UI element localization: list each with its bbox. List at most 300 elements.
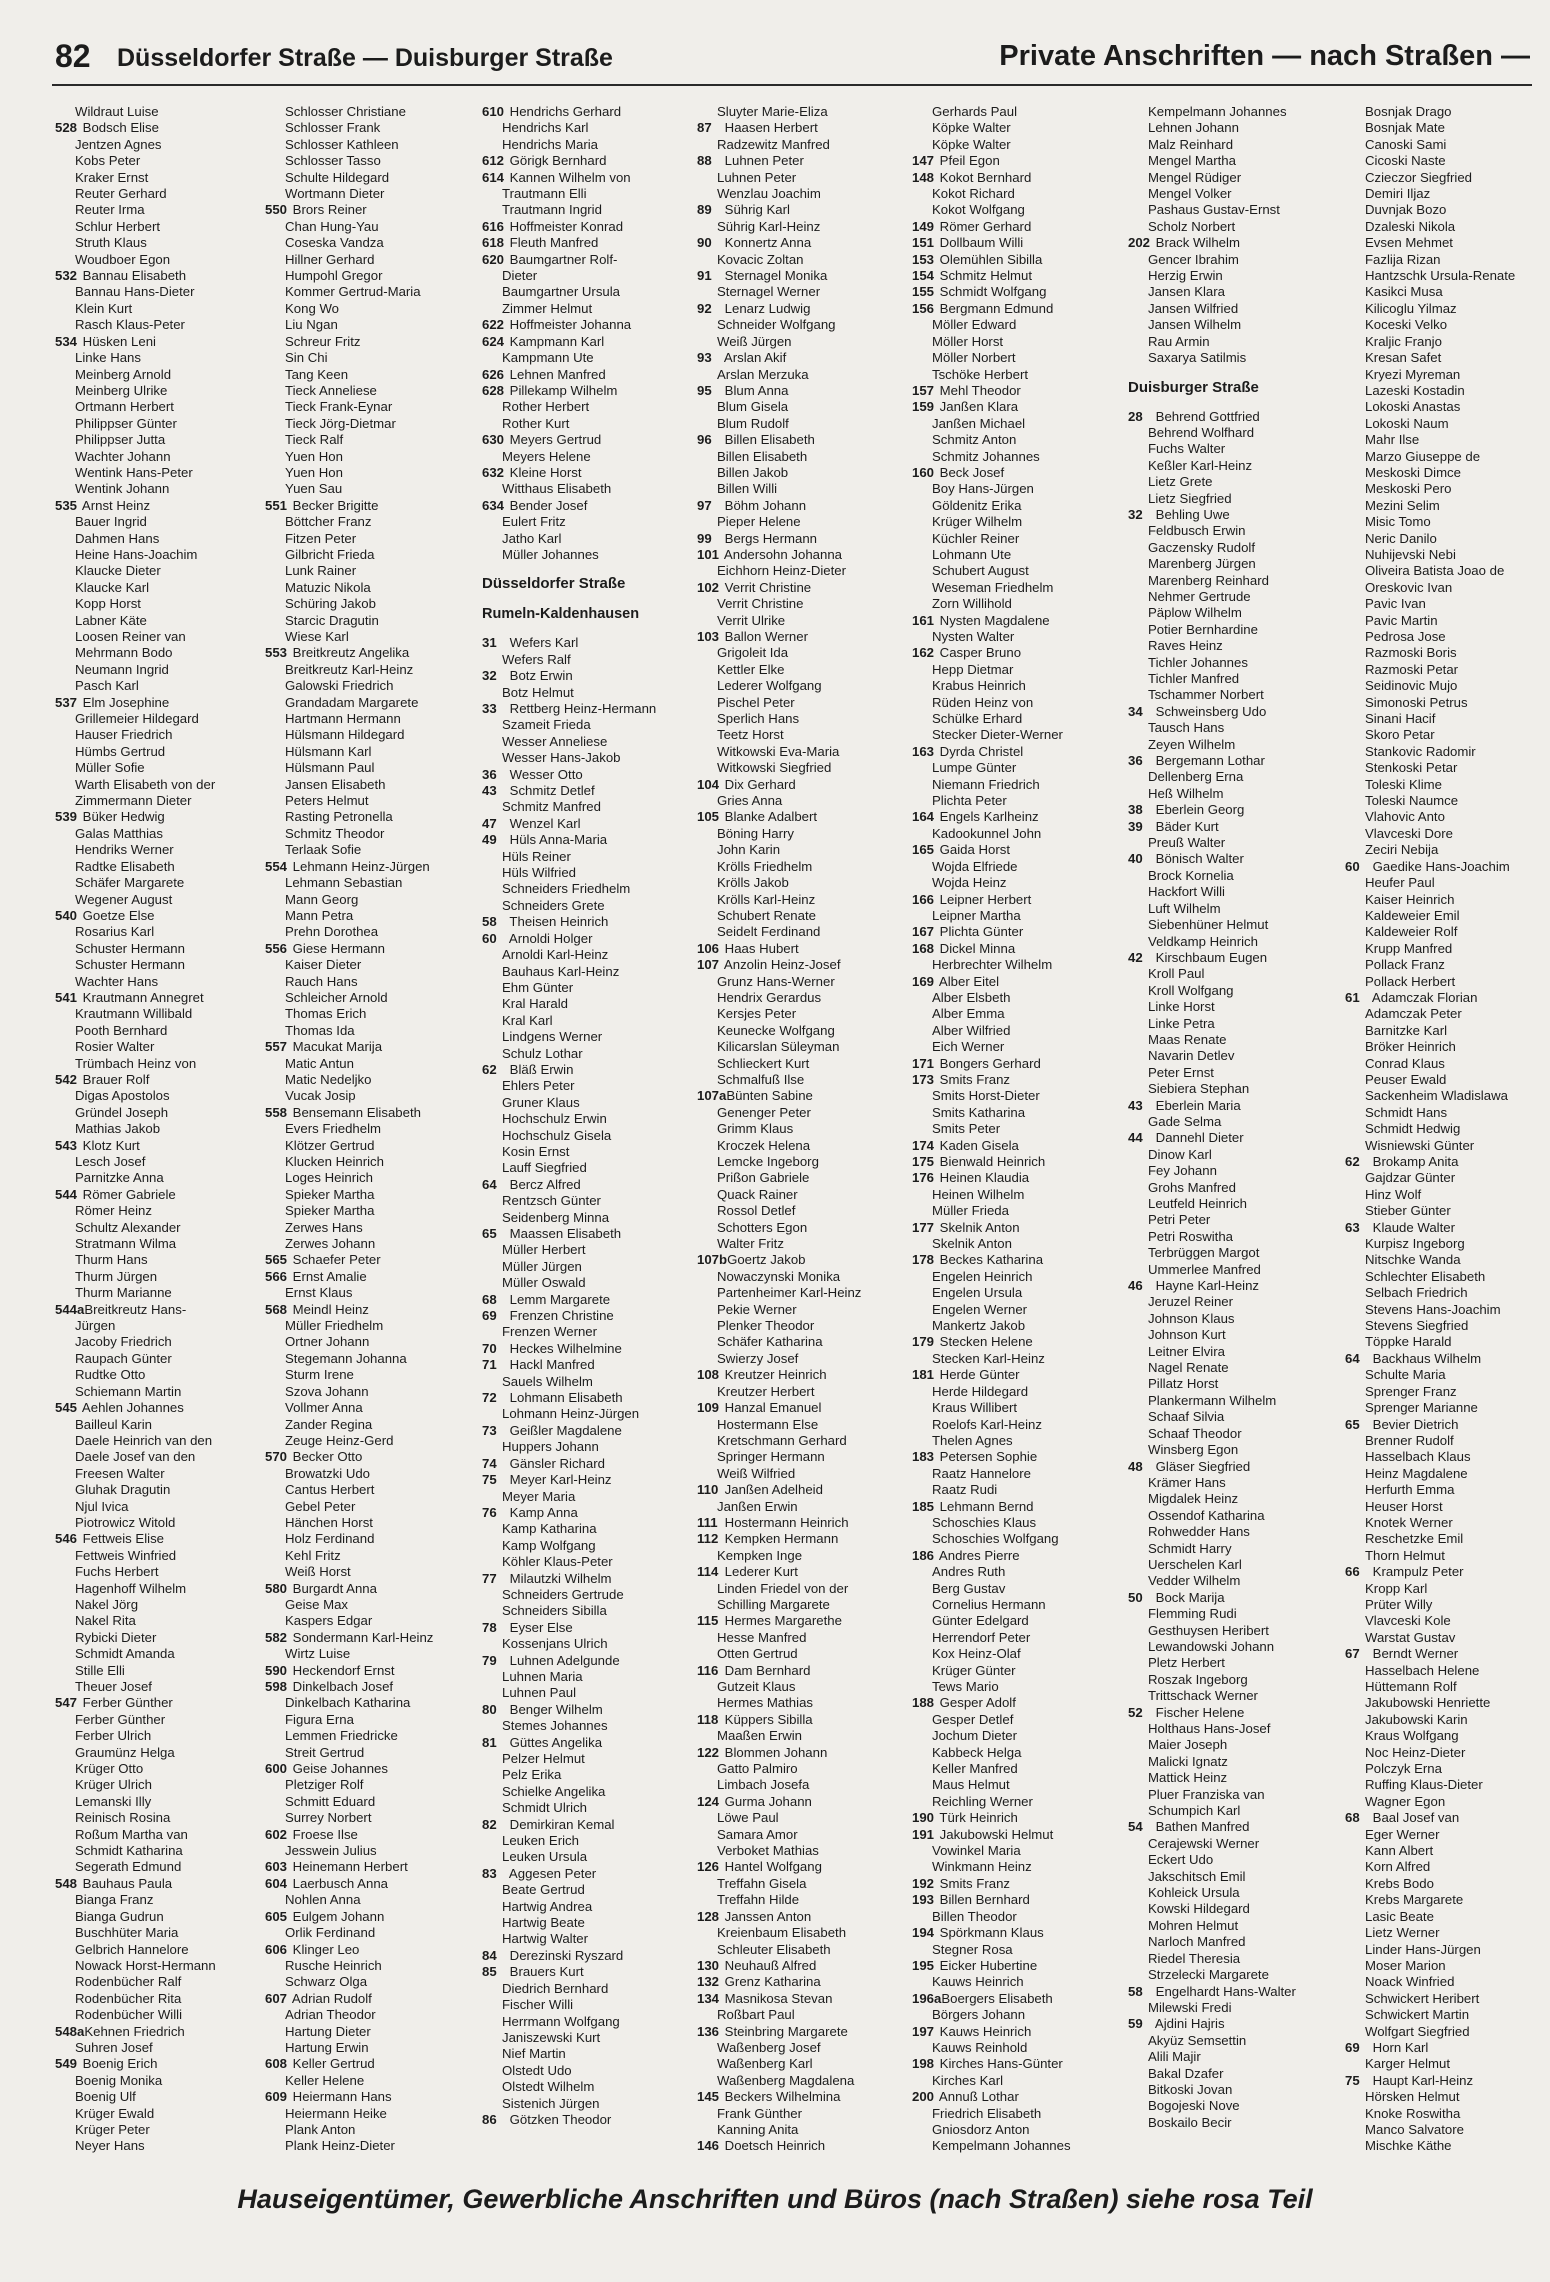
directory-entry: [265, 1499, 480, 1515]
resident-name: Eich Werner: [932, 1039, 1005, 1055]
resident-name: Witkowski Siegfried: [717, 760, 832, 776]
resident-name: Fettweis Elise: [79, 1531, 165, 1547]
directory-entry: [697, 2073, 912, 2089]
directory-entry: [55, 580, 270, 596]
resident-name: Schmitz Detlef: [506, 783, 595, 799]
resident-name: Pfeil Egon: [936, 153, 1000, 169]
directory-entry: [265, 1810, 480, 1826]
directory-entry: [912, 957, 1127, 973]
resident-name: Pekie Werner: [717, 1301, 797, 1317]
directory-entry: [55, 2138, 270, 2154]
resident-name: Thelen Agnes: [932, 1432, 1013, 1448]
resident-name: Pavic Martin: [1365, 612, 1438, 628]
resident-name: Pooth Bernhard: [75, 1022, 168, 1038]
directory-entry: [912, 2122, 1127, 2138]
resident-name: Hochschulz Erwin: [502, 1111, 607, 1127]
resident-name: Mischke Käthe: [1365, 2138, 1452, 2154]
resident-name: Baal Josef van: [1369, 1810, 1460, 1826]
directory-entry: [1345, 219, 1550, 235]
house-number: 106: [697, 940, 720, 956]
directory-entry: [265, 1203, 480, 1219]
resident-name: Engelhardt Hans-Walter: [1152, 1983, 1296, 1999]
directory-entry: [1345, 2138, 1550, 2154]
resident-name: Botz Helmut: [502, 684, 574, 700]
directory-entry: [482, 383, 697, 399]
resident-name: Schlosser Kathleen: [285, 136, 399, 152]
directory-entry: [265, 1827, 480, 1843]
house-number: 532: [55, 268, 78, 284]
column-7: [1345, 104, 1550, 2155]
directory-entry: [1128, 1393, 1343, 1409]
directory-entry: [482, 1571, 697, 1587]
house-number: 80: [482, 1701, 497, 1717]
directory-entry: [697, 1761, 912, 1777]
directory-entry: [482, 1538, 697, 1554]
directory-entry: [1345, 1203, 1550, 1219]
directory-entry: [1128, 1196, 1343, 1212]
resident-name: Marzo Giuseppe de: [1365, 448, 1481, 464]
directory-entry: [265, 924, 480, 940]
directory-entry: [1128, 1573, 1343, 1589]
directory-entry: [265, 1859, 480, 1875]
resident-name: Malicki Ignatz: [1148, 1753, 1228, 1769]
resident-name: Linder Hans-Jürgen: [1365, 1941, 1481, 1957]
directory-entry: [265, 1958, 480, 1974]
house-number: 548a: [55, 2023, 85, 2039]
directory-entry: [697, 367, 912, 383]
resident-name: Mengel Rüdiger: [1148, 169, 1242, 185]
directory-entry: [912, 1023, 1127, 1039]
resident-name: Skoro Petar: [1365, 727, 1435, 743]
directory-entry: [265, 842, 480, 858]
resident-name: Schmidt Hedwig: [1365, 1121, 1461, 1137]
resident-name: Kohleick Ursula: [1148, 1885, 1240, 1901]
directory-entry: [265, 1991, 480, 2007]
directory-entry: [1345, 1351, 1550, 1367]
house-number: 107: [697, 957, 720, 973]
directory-entry: [265, 760, 480, 776]
directory-entry: [482, 1275, 697, 1291]
directory-entry: [55, 2024, 270, 2040]
directory-entry: [697, 1745, 912, 1761]
house-number: 553: [265, 645, 288, 661]
house-number: 28: [1128, 408, 1143, 424]
resident-name: Bönisch Walter: [1152, 851, 1244, 867]
directory-entry: [1128, 1491, 1343, 1507]
resident-name: Seidenberg Minna: [502, 1209, 610, 1225]
directory-entry: [265, 744, 480, 760]
resident-name: Verrit Ulrike: [717, 612, 786, 628]
resident-name: Andersohn Johanna: [721, 546, 842, 562]
directory-entry: [55, 859, 270, 875]
resident-name: Anzolin Heinz-Josef: [721, 957, 841, 973]
resident-name: Navarin Detlev: [1148, 1048, 1235, 1064]
directory-entry: [482, 1013, 697, 1029]
house-number: 582: [265, 1629, 288, 1645]
resident-name: Chan Hung-Yau: [285, 218, 379, 234]
directory-entry: [697, 1827, 912, 1843]
directory-entry: [482, 170, 697, 186]
directory-entry: [55, 760, 270, 776]
resident-name: Alber Eitel: [936, 973, 1000, 989]
directory-entry: [1128, 350, 1343, 366]
house-number: 108: [697, 1367, 720, 1383]
section-title: Private Anschriften — nach Straßen —: [999, 40, 1530, 72]
directory-entry: [912, 924, 1127, 940]
directory-entry: [482, 1078, 697, 1094]
resident-name: Klaucke Karl: [75, 579, 150, 595]
directory-entry: [55, 1499, 270, 1515]
resident-name: Möller Norbert: [932, 350, 1016, 366]
resident-name: Wildraut Luise: [75, 104, 159, 119]
directory-entry: [1345, 449, 1550, 465]
resident-name: Aggesen Peter: [506, 1865, 597, 1881]
directory-entry: [55, 1433, 270, 1449]
directory-entry: [1128, 1803, 1343, 1819]
directory-entry: [1345, 1039, 1550, 1055]
directory-entry: [55, 1958, 270, 1974]
directory-entry: [1128, 622, 1343, 638]
directory-entry: [482, 799, 697, 815]
directory-entry: [912, 1613, 1127, 1629]
directory-entry: [697, 481, 912, 497]
house-number: 528: [55, 120, 78, 136]
house-number: 554: [265, 858, 288, 874]
directory-entry: [1345, 563, 1550, 579]
directory-entry: [1345, 1892, 1550, 1908]
directory-entry: [697, 1367, 912, 1383]
directory-entry: [265, 104, 480, 120]
resident-name: Seidelt Ferdinand: [717, 924, 821, 940]
directory-entry: [1128, 1836, 1343, 1852]
house-number: 181: [912, 1367, 935, 1383]
directory-entry: [697, 809, 912, 825]
directory-entry: [482, 1472, 697, 1488]
directory-entry: [912, 235, 1127, 251]
directory-entry: [697, 1892, 912, 1908]
resident-name: Lietz Werner: [1365, 1925, 1440, 1941]
directory-entry: [1345, 645, 1550, 661]
resident-name: Lazeski Kostadin: [1365, 382, 1465, 398]
house-number: 79: [482, 1652, 497, 1668]
directory-entry: [697, 2138, 912, 2154]
resident-name: Hendriks Werner: [75, 842, 174, 858]
directory-entry: [1345, 1105, 1550, 1121]
resident-name: Manco Salvatore: [1365, 2121, 1464, 2137]
resident-name: Moser Marion: [1365, 1957, 1446, 1973]
house-number: 107b: [697, 1252, 728, 1268]
directory-entry: [482, 284, 697, 300]
resident-name: Knoke Roswitha: [1365, 2105, 1461, 2121]
resident-name: Hartwig Walter: [502, 1931, 588, 1947]
resident-name: Rodenbücher Ralf: [75, 1974, 182, 1990]
house-number: 173: [912, 1071, 935, 1087]
directory-entry: [1345, 1154, 1550, 1170]
directory-entry: [912, 596, 1127, 612]
resident-name: Weiß Horst: [285, 1564, 351, 1580]
resident-name: Steinbring Margarete: [721, 2023, 848, 2039]
resident-name: Kauws Heinrich: [936, 2023, 1032, 2039]
resident-name: Dannehl Dieter: [1152, 1130, 1244, 1146]
house-number: 118: [697, 1711, 719, 1727]
resident-name: Kreutzer Herbert: [717, 1383, 815, 1399]
resident-name: Pletz Herbert: [1148, 1655, 1225, 1671]
directory-entry: [482, 2063, 697, 2079]
directory-entry: [1128, 1426, 1343, 1442]
resident-name: Becker Brigitte: [289, 497, 379, 513]
directory-entry: [697, 957, 912, 973]
resident-name: Lemmen Friedricke: [285, 1728, 398, 1744]
resident-name: Wojda Elfriede: [932, 858, 1018, 874]
resident-name: Migdalek Heinz: [1148, 1491, 1239, 1507]
directory-entry: [482, 317, 697, 333]
resident-name: Goertz Jakob: [727, 1252, 806, 1268]
directory-entry: [697, 350, 912, 366]
directory-entry: [912, 645, 1127, 661]
resident-name: Geise Johannes: [289, 1761, 388, 1777]
directory-entry: [1345, 1942, 1550, 1958]
directory-entry: [482, 1817, 697, 1833]
house-number: 68: [1345, 1810, 1360, 1826]
resident-name: Kraus Willibert: [932, 1400, 1018, 1416]
resident-name: Evsen Mehmet: [1365, 235, 1453, 251]
resident-name: Janiszewski Kurt: [502, 2029, 601, 2045]
house-number: 534: [55, 333, 78, 349]
directory-entry: [482, 514, 697, 530]
directory-entry: [55, 1827, 270, 1843]
resident-name: Arnoldi Holger: [506, 930, 593, 946]
directory-entry: [265, 1581, 480, 1597]
directory-entry: [697, 990, 912, 1006]
directory-entry: [1128, 1541, 1343, 1557]
directory-entry: [697, 301, 912, 317]
resident-name: Schoschies Wolfgang: [932, 1531, 1059, 1547]
directory-entry: [265, 317, 480, 333]
directory-entry: [697, 1056, 912, 1072]
resident-name: Ferber Günther: [75, 1711, 166, 1727]
resident-name: Trittschack Werner: [1148, 1688, 1258, 1704]
directory-entry: [55, 137, 270, 153]
resident-name: Loges Heinrich: [285, 1170, 373, 1186]
resident-name: Wenzel Karl: [506, 815, 581, 831]
house-number: 606: [265, 1941, 288, 1957]
resident-name: Wolfgart Siegfried: [1365, 2023, 1470, 2039]
resident-name: Boenig Erich: [79, 2056, 158, 2072]
directory-entry: [1128, 917, 1343, 933]
resident-name: Toleski Naumce: [1365, 793, 1459, 809]
directory-entry: [265, 399, 480, 415]
resident-name: Herrmann Wolfgang: [502, 2013, 620, 2029]
resident-name: Kleine Horst: [506, 464, 582, 480]
directory-entry: [1128, 235, 1343, 251]
directory-entry: [912, 2106, 1127, 2122]
directory-entry: [55, 1384, 270, 1400]
directory-entry: [482, 1735, 697, 1751]
resident-name: Smits Franz: [936, 1875, 1011, 1891]
house-number: 191: [912, 1826, 935, 1842]
resident-name: Dinkelbach Katharina: [285, 1695, 411, 1711]
directory-entry: [697, 1023, 912, 1039]
directory-entry: [912, 1515, 1127, 1531]
resident-name: John Karin: [717, 842, 781, 858]
directory-entry: [1128, 687, 1343, 703]
directory-entry: [1345, 2056, 1550, 2072]
directory-entry: [55, 1417, 270, 1433]
directory-entry: [1128, 2082, 1343, 2098]
resident-name: Kokot Richard: [932, 186, 1015, 202]
directory-entry: [1345, 1433, 1550, 1449]
directory-entry: [55, 1269, 270, 1285]
directory-entry: [697, 1597, 912, 1613]
resident-name: Peters Helmut: [285, 793, 369, 809]
house-number: 605: [265, 1908, 288, 1924]
directory-entry: [1128, 120, 1343, 136]
resident-name: Winkmann Heinz: [932, 1859, 1032, 1875]
directory-entry: [55, 531, 270, 547]
resident-name: Bercz Alfred: [506, 1176, 581, 1192]
directory-entry: [1128, 1065, 1343, 1081]
house-number: 175: [912, 1154, 935, 1169]
resident-name: Kommer Gertrud-Maria: [285, 284, 421, 300]
directory-entry: [482, 1177, 697, 1193]
resident-name: Behrend Gottfried: [1152, 408, 1260, 424]
house-number: 616: [482, 218, 505, 234]
resident-name: Kempken Hermann: [721, 1531, 839, 1547]
directory-entry: [1345, 793, 1550, 809]
directory-entry: [482, 334, 697, 350]
directory-entry: [1345, 678, 1550, 694]
resident-name: Gaczensky Rudolf: [1148, 539, 1256, 555]
directory-entry: [1128, 1655, 1343, 1671]
resident-name: Güttes Angelika: [506, 1734, 603, 1750]
house-number: 167: [912, 924, 935, 940]
resident-name: Thomas Erich: [285, 1006, 367, 1022]
directory-entry: [912, 284, 1127, 300]
house-number: 551: [265, 497, 288, 513]
house-number: 124: [697, 1793, 720, 1809]
resident-name: Gelbrich Hannelore: [75, 1941, 189, 1957]
house-number: 151: [912, 235, 935, 251]
resident-name: Pillekamp Wilhelm: [506, 382, 618, 398]
resident-name: Saxarya Satilmis: [1148, 350, 1247, 366]
resident-name: Türk Heinrich: [936, 1810, 1018, 1826]
resident-name: Prehn Dorothea: [285, 924, 379, 940]
resident-name: Linke Horst: [1148, 999, 1215, 1015]
resident-name: Stevens Hans-Joachim: [1365, 1301, 1501, 1317]
directory-entry: [1128, 202, 1343, 218]
directory-entry: [912, 514, 1127, 530]
directory-entry: [912, 1745, 1127, 1761]
resident-name: Fettweis Winfried: [75, 1547, 177, 1563]
directory-entry: [55, 1252, 270, 1268]
directory-entry: [55, 613, 270, 629]
resident-name: Hayne Karl-Heinz: [1152, 1278, 1260, 1294]
house-number: 166: [912, 891, 935, 907]
resident-name: Krämer Hans: [1148, 1474, 1226, 1490]
directory-entry: [697, 1958, 912, 1974]
resident-name: Reuter Gerhard: [75, 186, 167, 202]
directory-entry: [1128, 1951, 1343, 1967]
resident-name: Schiemann Martin: [75, 1383, 182, 1399]
directory-entry: [265, 826, 480, 842]
directory-entry: [482, 432, 697, 448]
resident-name: Rossol Detlef: [717, 1203, 796, 1219]
directory-entry: [55, 727, 270, 743]
resident-name: Becker Otto: [289, 1449, 363, 1465]
house-number: 626: [482, 366, 505, 382]
resident-name: Frenzen Christine: [506, 1308, 614, 1324]
house-number: 52: [1128, 1704, 1143, 1720]
directory-entry: [482, 685, 697, 701]
resident-name: Rentzsch Günter: [502, 1193, 601, 1209]
directory-entry: [1345, 1170, 1550, 1186]
resident-name: Gniosdorz Anton: [932, 2121, 1030, 2137]
directory-entry: [1128, 2066, 1343, 2082]
directory-entry: [697, 760, 912, 776]
directory-entry: [482, 1489, 697, 1505]
directory-entry: [265, 596, 480, 612]
resident-name: Schäfer Margarete: [75, 875, 185, 891]
directory-entry: [1128, 137, 1343, 153]
resident-name: Nagel Renate: [1148, 1360, 1229, 1376]
directory-entry: [482, 416, 697, 432]
directory-entry: [912, 1203, 1127, 1219]
directory-entry: [1345, 1712, 1550, 1728]
directory-entry: [265, 613, 480, 629]
resident-name: Reuter Irma: [75, 202, 145, 218]
resident-name: Raatz Rudi: [932, 1482, 998, 1498]
house-number: 67: [1345, 1646, 1360, 1662]
house-number: 114: [697, 1564, 719, 1580]
resident-name: Billen Willi: [717, 481, 778, 497]
house-number: 72: [482, 1390, 497, 1406]
directory-entry: [265, 957, 480, 973]
directory-entry: [1345, 1334, 1550, 1350]
resident-name: Eberlein Maria: [1152, 1097, 1241, 1113]
directory-entry: [1128, 671, 1343, 687]
directory-entry: [1345, 842, 1550, 858]
resident-name: Böning Harry: [717, 825, 794, 841]
resident-name: Kosin Ernst: [502, 1143, 570, 1159]
directory-entry: [912, 465, 1127, 481]
directory-entry: [912, 563, 1127, 579]
resident-name: Klaucke Dieter: [75, 563, 161, 579]
directory-entry: [55, 1006, 270, 1022]
resident-name: Maassen Elisabeth: [506, 1226, 622, 1241]
resident-name: Kokot Wolfgang: [932, 202, 1025, 218]
resident-name: Böttcher Franz: [285, 514, 372, 530]
resident-name: Kirches Karl: [932, 2072, 1004, 2088]
resident-name: Kilicarslan Süleyman: [717, 1039, 840, 1055]
resident-name: Baumgartner Ursula: [502, 284, 621, 300]
house-number: 91: [697, 268, 712, 284]
directory-entry: [265, 1449, 480, 1465]
resident-name: Hermes Margarethe: [721, 1613, 842, 1629]
directory-entry: [697, 399, 912, 415]
resident-name: Plenker Theodor: [717, 1318, 815, 1334]
directory-entry: [265, 416, 480, 432]
resident-name: Müller Friedhelm: [285, 1318, 384, 1334]
directory-entry: [265, 1777, 480, 1793]
directory-entry: [55, 1728, 270, 1744]
directory-entry: [1345, 1302, 1550, 1318]
resident-name: Zimmermann Dieter: [75, 793, 192, 809]
house-number: 604: [265, 1875, 288, 1891]
resident-name: Küppers Sibilla: [721, 1711, 813, 1727]
directory-entry: [55, 317, 270, 333]
resident-name: Wagner Egon: [1365, 1793, 1446, 1809]
directory-entry: [1345, 1810, 1550, 1826]
